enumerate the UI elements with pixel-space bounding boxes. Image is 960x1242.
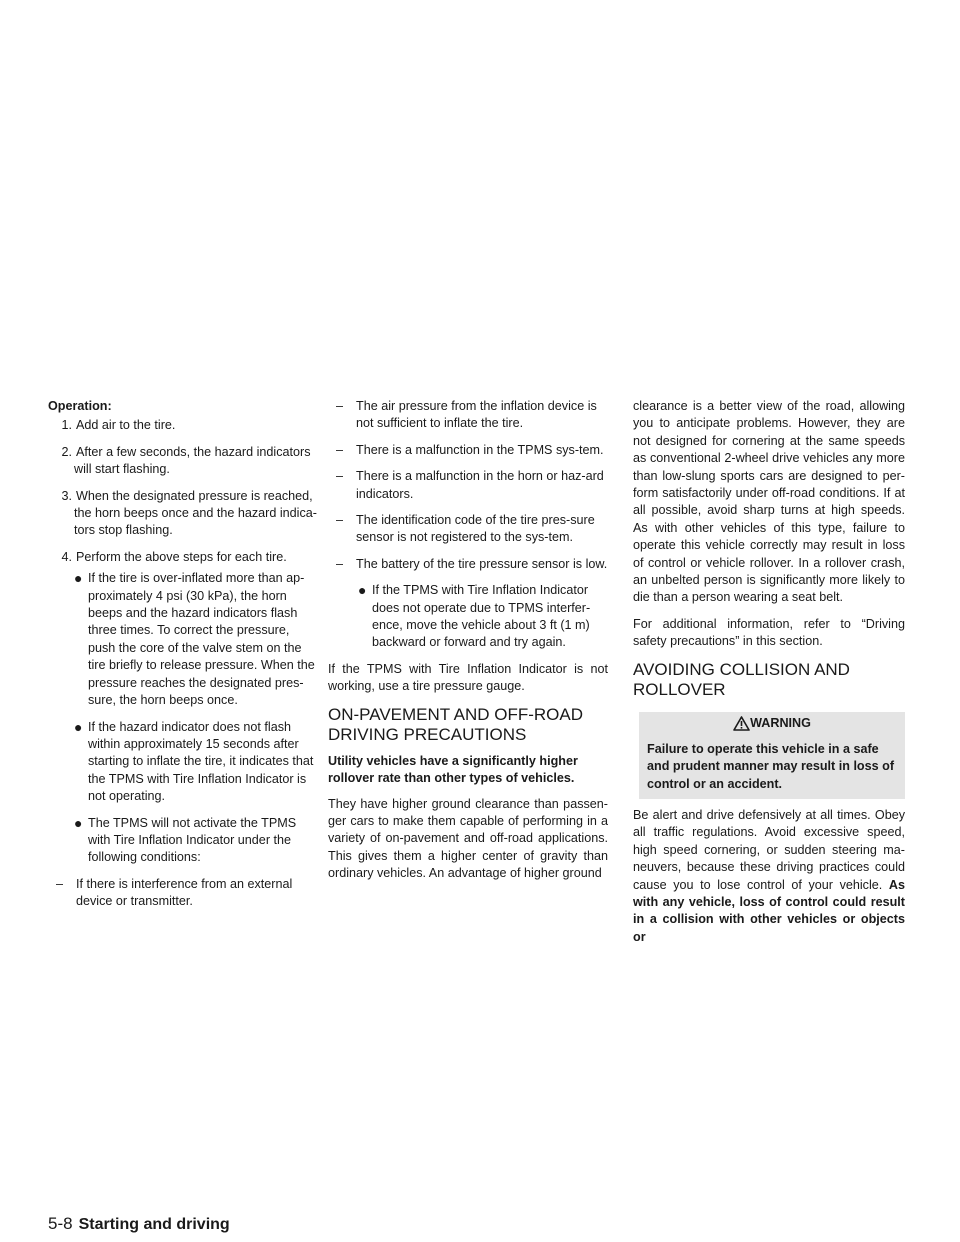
paragraph-refer: For additional information, refer to “Driving safety precautions” in this section. — [633, 616, 905, 649]
warning-text: Failure to operate this vehicle in a safe and prudent manner may result in loss of control or an accident. — [639, 736, 905, 799]
warning-icon — [733, 716, 750, 731]
operation-heading: Operation: — [48, 399, 112, 413]
dash-item-tpms-malfunction: – There is a malfunction in the TPMS sys-tem. — [336, 442, 604, 457]
dash-item-air-pressure: – The air pressure from the inflation device is not sufficient to inflate the tire. — [336, 399, 597, 431]
dash-item-horn-malfunction: – There is a malfunction in the horn or haz-ard indicators. — [336, 469, 604, 501]
paragraph-gauge: If the TPMS with Tire Inflation Indicator is not working, use a tire pressure gauge. — [328, 661, 608, 694]
paragraph-alert: Be alert and drive defensively at all times. Obey all traffic regulations. Avoid excessive speed, high speed cornering, or sudden steering ma-neuvers, because these driving practices could cause you to lose control of your vehicle. As with any vehicle, loss of control could result in a collision with other vehicles or objects or — [633, 807, 905, 944]
warning-label: WARNING — [750, 715, 811, 730]
bullet-icon: ● — [358, 582, 367, 599]
dash-item-battery: – The battery of the tire pressure sensor is low. — [336, 556, 608, 571]
footer-section: Starting and driving — [78, 1216, 230, 1233]
bullet-overinflated: ● If the tire is over-inflated more than ap-proximately 4 psi (30 kPa), the horn beeps and the hazard indicators flash three times. To correct the pressure, push the core of the valve stem on the tire briefly to release pressure. When the pressure reaches the designated pres-sure, the horn beeps once. — [74, 570, 315, 708]
step-3: 3. When the designated pressure is reached, the horn beeps once and the hazard indica-tors stop flashing. — [61, 488, 317, 538]
paragraph-ground-clearance: They have higher ground clearance than passen-ger cars to make them capable of performing in a variety of on-pavement and off-road applications. This gives them a higher center of gravity than ordinary vehicles. An advantage of higher ground — [328, 796, 608, 881]
step-1: 1. Add air to the tire. — [61, 418, 176, 433]
column-2 — [328, 398, 608, 892]
column-3 — [633, 398, 905, 955]
page-footer — [48, 1214, 230, 1234]
dash-item-id-code: – The identification code of the tire pres-sure sensor is not registered to the sys-tem. — [336, 513, 595, 545]
warning-header — [639, 712, 905, 736]
bullet-icon: ● — [74, 570, 83, 587]
column-1 — [48, 398, 320, 920]
step-2: 2. After a few seconds, the hazard indicators will start flashing. — [61, 444, 311, 477]
dash-item-interference: – If there is interference from an external device or transmitter. — [56, 876, 293, 909]
bullet-tpms-conditions: ● The TPMS will not activate the TPMS with Tire Inflation Indicator under the following conditions: — [74, 814, 297, 865]
paragraph-clearance: clearance is a better view of the road, allowing you to anticipate problems. However, they are not designed for cornering at the same speeds as conventional 2-wheel drive vehicles any more than low-slung sports cars are designed to per-form satisfactorily under off-road conditions. If at all possible, avoid sharp turns at high speeds. As with other vehicles of this type, failure to operate this vehicle correctly may result in loss of control or vehicle rollover. In a rollover crash, an unbelted person is significantly more likely to die than a person wearing a seat belt. — [633, 399, 905, 605]
page-number: 5-8 — [48, 1214, 73, 1233]
section-title-avoiding-collision: AVOIDING COLLISION AND ROLLOVER — [633, 659, 850, 699]
bullet-icon: ● — [74, 718, 83, 735]
lead-rollover-rate: Utility vehicles have a significantly higher rollover rate than other types of vehicles. — [328, 753, 578, 786]
bullet-icon: ● — [74, 814, 83, 831]
bullet-interference: ● If the TPMS with Tire Inflation Indicator does not operate due to TPMS interfer-ence, move the vehicle about 3 ft (1 m) backward or forward and try again. — [358, 582, 591, 650]
section-title-driving-precautions: ON-PAVEMENT AND OFF-ROAD DRIVING PRECAUTIONS — [328, 704, 584, 744]
step-4: 4. Perform the above steps for each tire. — [61, 549, 287, 564]
bullet-hazard-not-flash: ● If the hazard indicator does not flash within approximately 15 seconds after starting to inflate the tire, it indicates that the TPMS with Tire Inflation Indicator is not operating. — [74, 718, 314, 804]
